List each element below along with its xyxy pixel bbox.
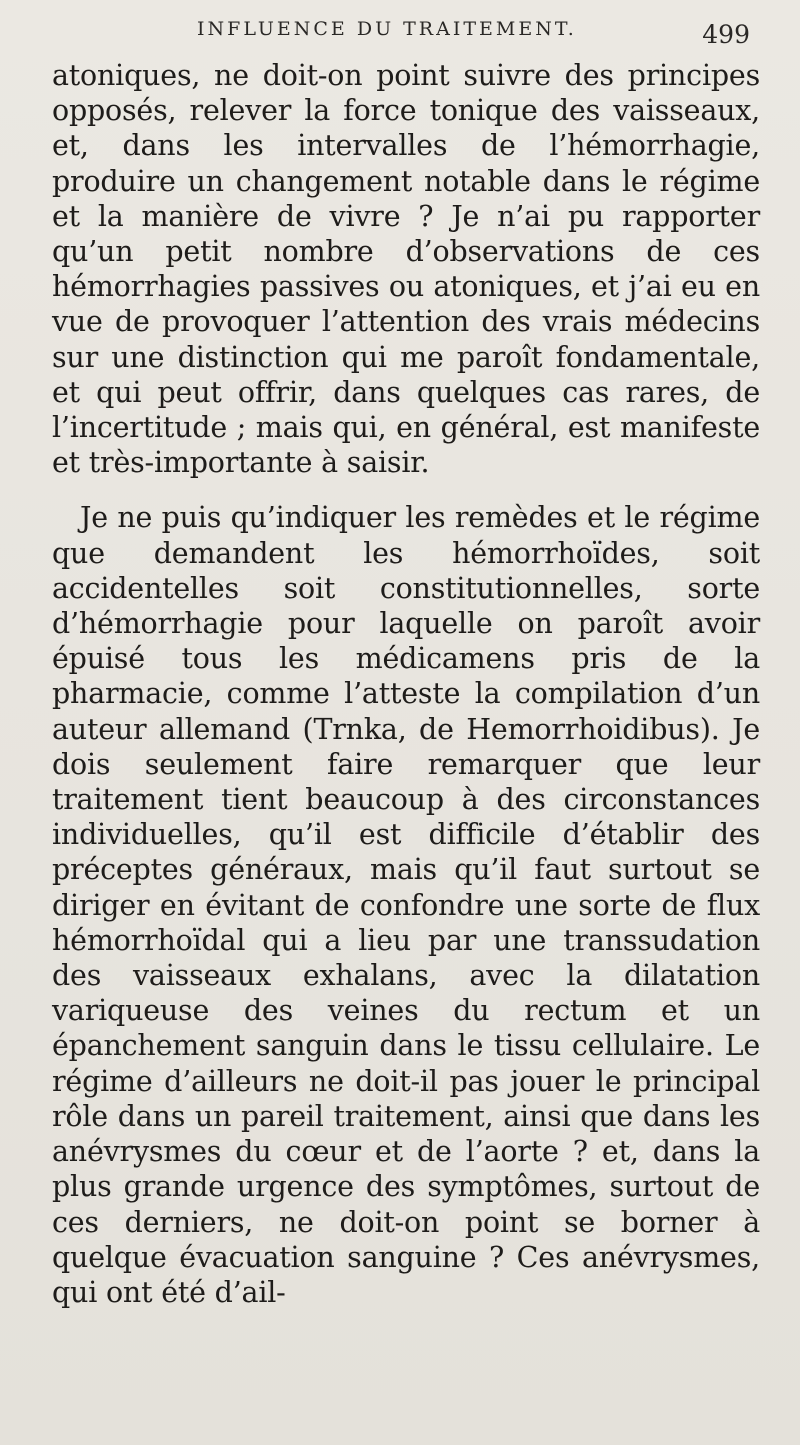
running-head: INFLUENCE DU TRAITEMENT. bbox=[197, 18, 577, 40]
paragraph-1: atoniques, ne doit-on point suivre des principes opposés, relever la force tonique des vaisseaux, et, dans les intervalles de l’hémorrhagie, produire un changement notable dans le régime et la manière de vivre ? Je n’ai pu rapporter qu’un petit nombre d’observations de ces hémorrhagies passives ou atoniques, et j’ai eu en vue de provoquer l’attention des vrais médecins sur une distinction qui me paroît fondamentale, et qui peut offrir, dans quelques cas rares, de l’incertitude ; mais qui, en général, est manifeste et très-importante à saisir. bbox=[52, 59, 760, 480]
paragraph-2: Je ne puis qu’indiquer les remèdes et le régime que demandent les hémorrhoïdes, soit accidentelles soit constitutionnelles, sorte d’hémorrhagie pour laquelle on paroît avoir épuisé tous les médicamens pris de la pharmacie, comme l’atteste la compilation d’un auteur allemand (Trnka, de Hemorrhoidibus). Je dois seulement faire remarquer que leur traitement tient beaucoup à des circonstances individuelles, qu’il est difficile d’établir des préceptes généraux, mais qu’il faut surtout se diriger en évitant de confondre une sorte de flux hémorrhoïdal qui a lieu par une transsudation des vaisseaux exhalans, avec la dilatation variqueuse des veines du rectum et un épanchement sanguin dans le tissu cellulaire. Le régime d’ailleurs ne doit-il pas jouer le principal rôle dans un pareil traitement, ainsi que dans les anévrysmes du cœur et de l’aorte ? et, dans la plus grande urgence des symptômes, surtout de ces derniers, ne doit-on point se borner à quelque évacuation sanguine ? Ces anévrysmes, qui ont été d’ail- bbox=[52, 501, 760, 1309]
page-number: 499 bbox=[702, 20, 750, 49]
body-text bbox=[52, 58, 760, 1310]
page-header bbox=[52, 16, 760, 58]
